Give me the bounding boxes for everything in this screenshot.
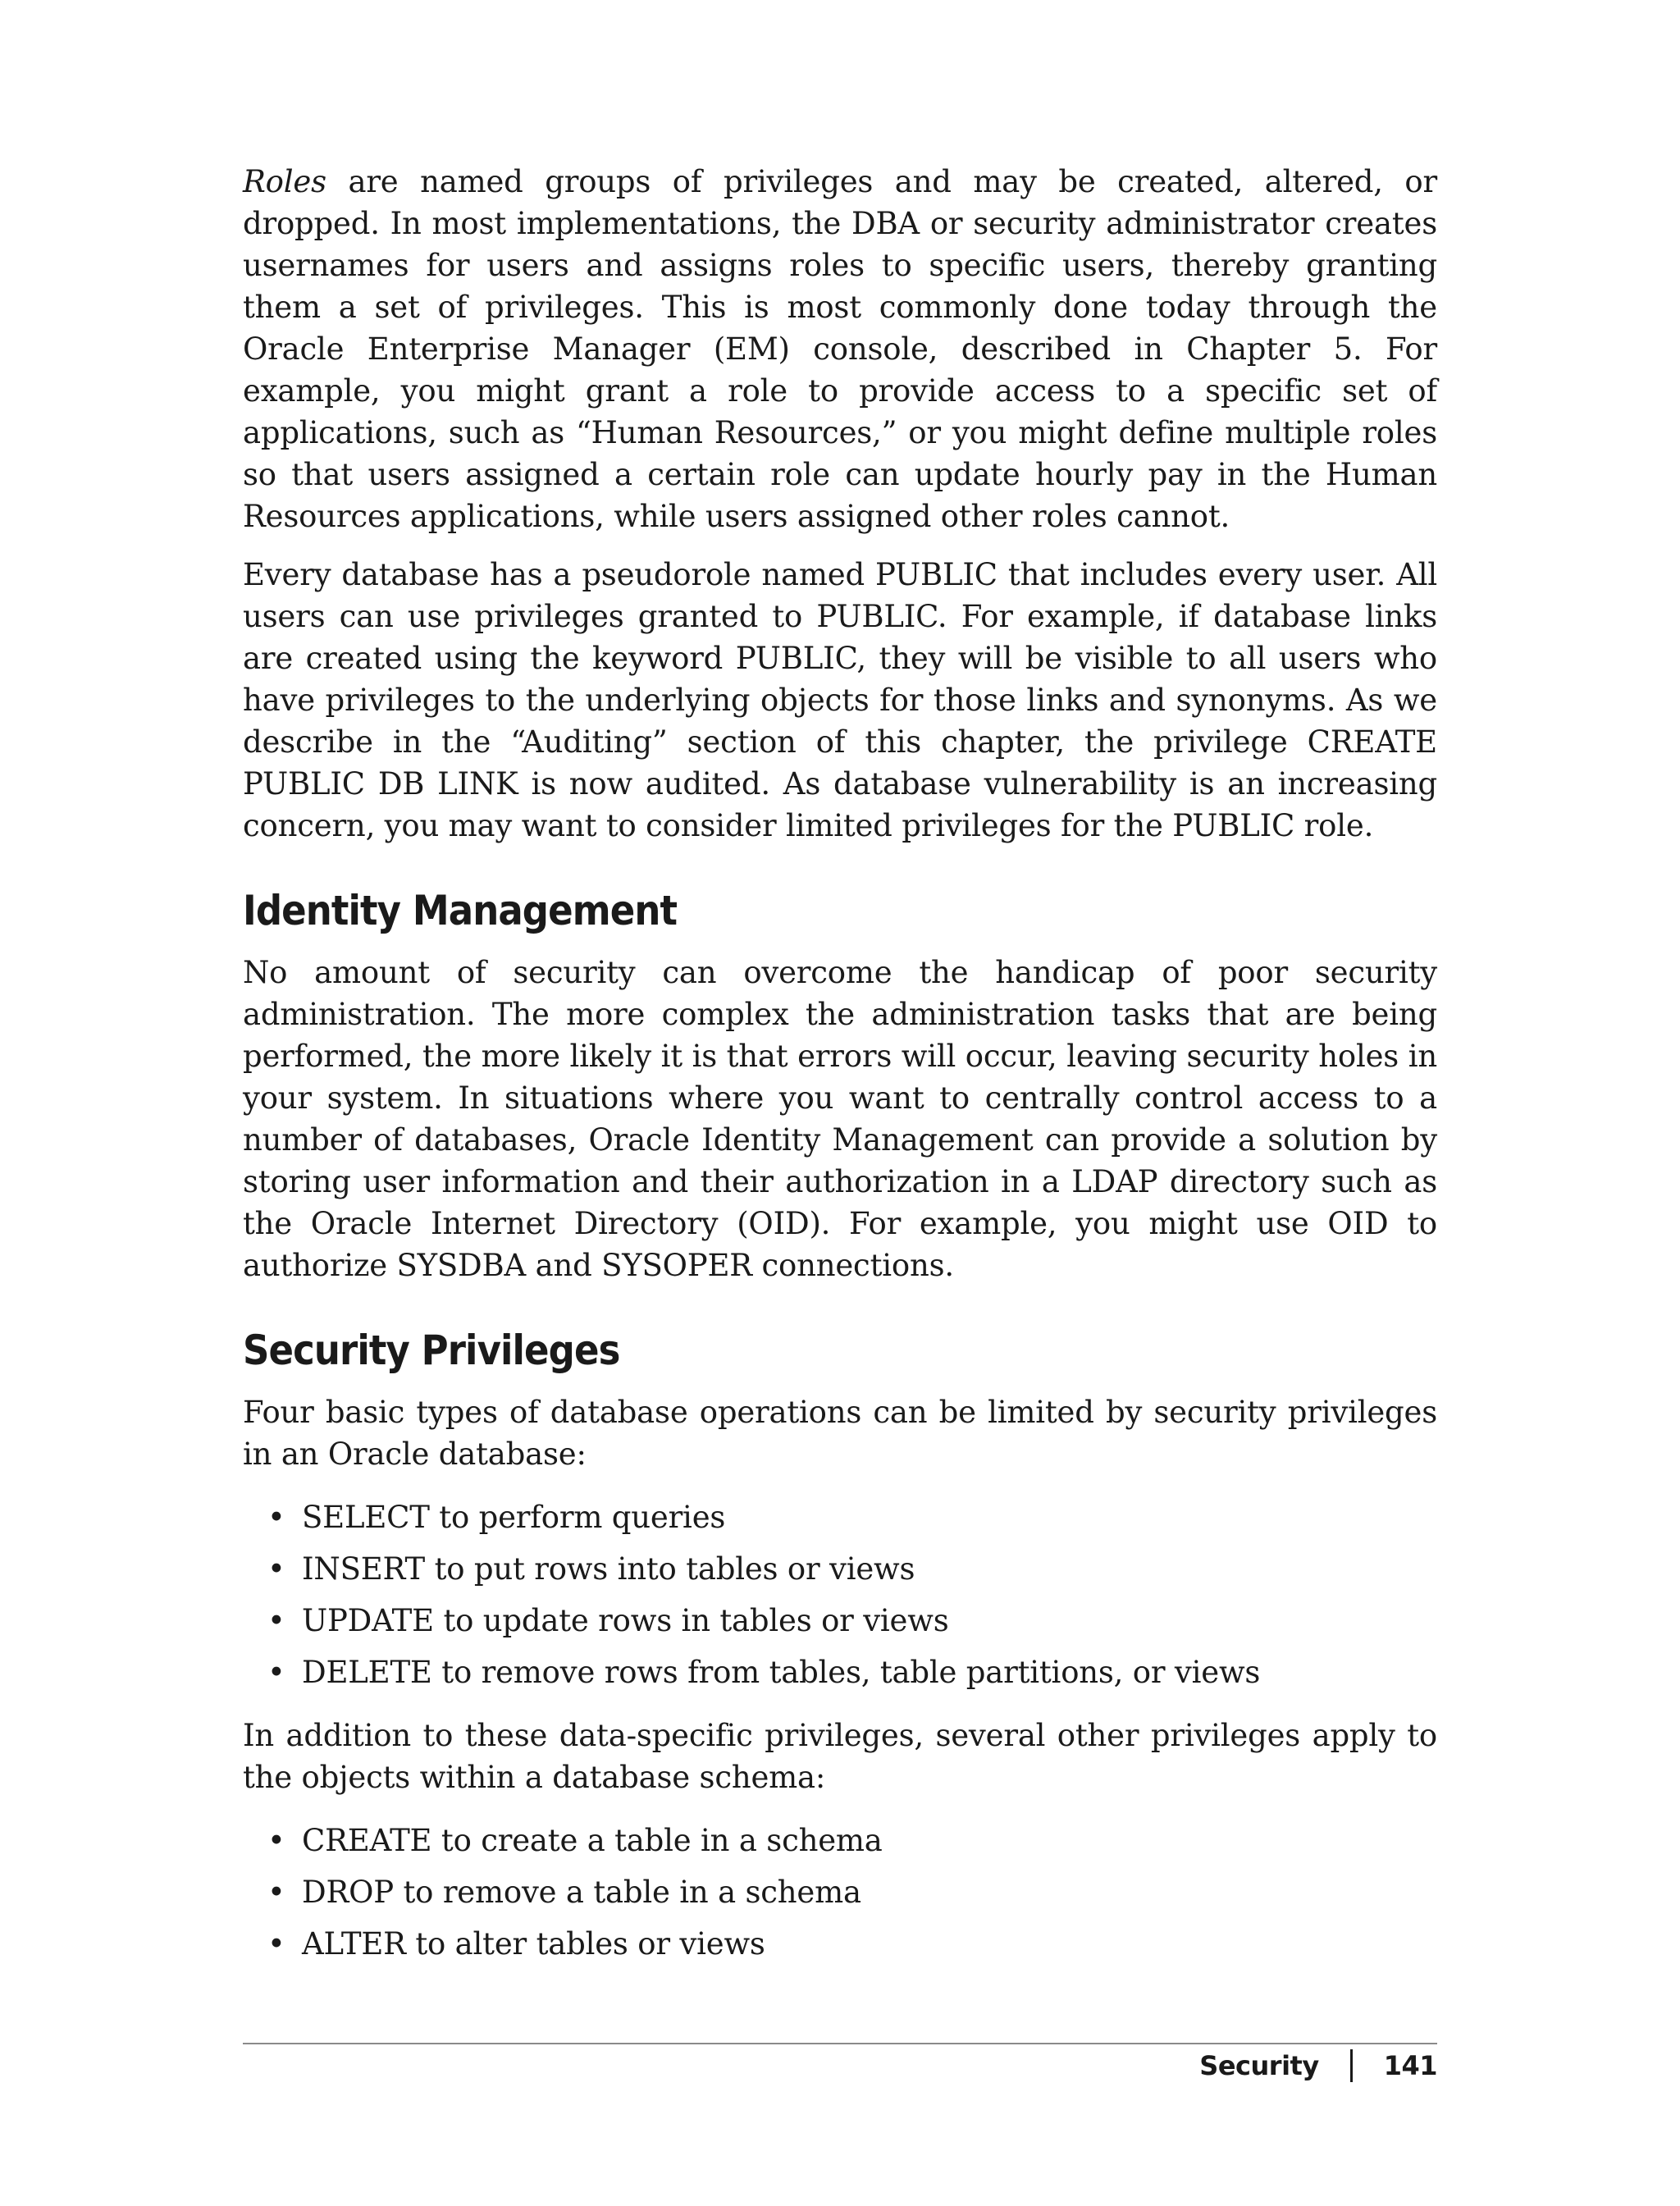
paragraph-schema-privileges: In addition to these data-specific privileges, several other privileges apply to the objects within a database schema: (243, 1718, 1437, 1795)
page-number: 141 (1383, 2050, 1437, 2081)
footer-separator (1350, 2049, 1353, 2082)
paragraph-identity-management: No amount of security can overcome the handicap of poor security administration. The more complex the administration tasks that are being performed, the more likely it is that errors will occur, leaving security holes in your system. In situations where you want to centrally control access to a number of databases, Oracle Identity Management can provide a solution by storing user information and their authorization in a LDAP directory such as the Oracle Internet Directory (OID). For example, you might use OID to authorize SYSDBA and SYSOPER connections. (243, 955, 1437, 1283)
bullet-icon: • (267, 1655, 285, 1690)
list-item: • UPDATE to update rows in tables or views (267, 1595, 1437, 1647)
bullet-icon: • (267, 1603, 285, 1638)
paragraph-roles (243, 161, 1437, 537)
list-item: • INSERT to put rows into tables or views (267, 1543, 1437, 1595)
bullet-icon: • (267, 1875, 285, 1910)
running-footer-section: Security (1199, 2050, 1319, 2081)
bullet-icon: • (267, 1500, 285, 1535)
list-item: • DROP to remove a table in a schema (267, 1866, 1437, 1918)
list-item: • SELECT to perform queries (267, 1491, 1437, 1543)
bullet-icon: • (267, 1926, 285, 1962)
roles-term: Roles (243, 164, 326, 199)
list-item: • ALTER to alter tables or views (267, 1918, 1437, 1970)
paragraph-privileges-intro: Four basic types of database operations can be limited by security privileges in an Oracle database: (243, 1395, 1437, 1472)
list-data-privileges (243, 1491, 1437, 1698)
roles-text: are named groups of privileges and may be created, altered, or dropped. In most implementations, the DBA or security administrator creates usernames for users and assigns roles to specific users, thereby granting them a set of privileges. This is most commonly done today through the Oracle Enterprise Manager (EM) console, described in Chapter 5. For example, you might grant a role to provide access to a specific set of applications, such as “Human Resources,” or you might define multiple roles so that users assigned a certain role can update hourly pay in the Human Resources applications, while users assigned other roles cannot. (243, 164, 1437, 534)
bullet-icon: • (267, 1551, 285, 1587)
heading-security-privileges: Security Privileges (243, 1327, 620, 1374)
paragraph-public-role: Every database has a pseudorole named PUBLIC that includes every user. All users can use privileges granted to PUBLIC. For example, if database links are created using the keyword PUBLIC, they will be visible to all users who have privileges to the underlying objects for those links and synonyms. As we describe in the “Auditing” section of this chapter, the privilege CREATE PUBLIC DB LINK is now audited. As database vulnerability is an increasing concern, you may want to consider limited privileges for the PUBLIC role. (243, 557, 1437, 843)
list-item: • CREATE to create a table in a schema (267, 1815, 1437, 1866)
page-content (243, 161, 1437, 1986)
bullet-icon: • (267, 1823, 285, 1858)
list-schema-privileges (243, 1815, 1437, 1970)
page-footer (1199, 2048, 1437, 2084)
heading-identity-management: Identity Management (243, 887, 678, 934)
list-item: • DELETE to remove rows from tables, table partitions, or views (267, 1647, 1437, 1698)
footer-divider (243, 2043, 1437, 2044)
